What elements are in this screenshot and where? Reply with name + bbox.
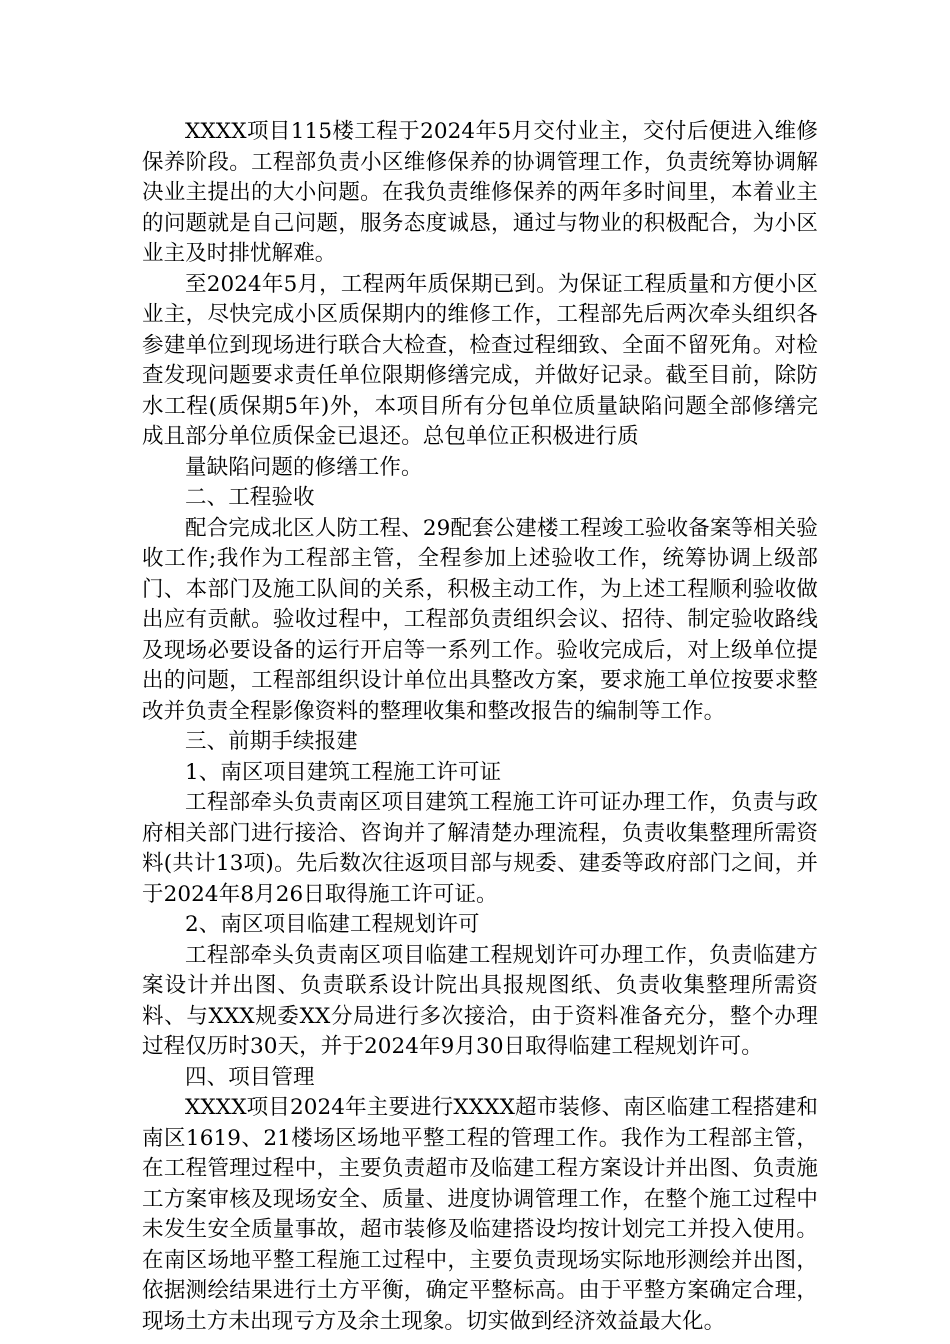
paragraph-maintenance-intro: XXXX项目115楼工程于2024年5月交付业主，交付后便进入维修保养阶段。工程部负责小区维修保养的协调管理工作，负责统筹协调解决业主提出的大小问题。在我负责维修保养的两年多时间里，本着业主的问题就是自己问题，服务态度诚恳，通过与物业的积极配合，为小区业主及时排忧解难。 bbox=[142, 119, 818, 266]
section-heading-project-management: 四、项目管理 bbox=[185, 1064, 315, 1090]
paragraph-temporary-planning-permit: 工程部牵头负责南区项目临建工程规划许可办理工作，负责临建方案设计并出图、负责联系设计院出具报规图纸、负责收集整理所需资料、与XXX规委XX分局进行多次接洽，由于资料准备充分，整个办理过程仅历时30天，并于2024年9月30日取得临建工程规划许可。 bbox=[142, 942, 818, 1059]
subheading-construction-permit: 1、南区项目建筑工程施工许可证 bbox=[185, 759, 502, 785]
section-heading-acceptance: 二、工程验收 bbox=[185, 485, 315, 510]
paragraph-acceptance: 配合完成北区人防工程、29配套公建楼工程竣工验收备案等相关验收工作;我作为工程部主管，全程参加上述验收工作，统筹协调上级部门、本部门及施工队间的关系，积极主动工作，为上述工程顺利验收做出应有贡献。验收过程中，工程部负责组织会议、招待、制定验收路线及现场必要设备的运行开启等一系列工作。验收完成后，对上级单位提出的问题，工程部组织设计单位出具整改方案，要求施工单位按要求整改并负责全程影像资料的整理收集和整改报告的编制等工作。 bbox=[142, 515, 818, 724]
subheading-temporary-planning-permit: 2、南区项目临建工程规划许可 bbox=[185, 912, 480, 937]
paragraph-warranty-inspection: 至2024年5月，工程两年质保期已到。为保证工程质量和方便小区业主，尽快完成小区质保期内的维修工作，工程部先后两次牵头组织各参建单位到现场进行联合大检查，检查过程细致、全面不留死角。对检查发现问题要求责任单位限期修缮完成，并做好记录。截至目前，除防水工程(质保期5年)外，本项目所有分包单位质量缺陷问题全部修缮完成且部分单位质保金已退还。总包单位正积极进行质 bbox=[142, 271, 818, 449]
paragraph-construction-permit: 工程部牵头负责南区项目建筑工程施工许可证办理工作，负责与政府相关部门进行接洽、咨询并了解清楚办理流程，负责收集整理所需资料(共计13项)。先后数次往返项目部与规委、建委等政府部门之间，并于2024年8月26日取得施工许可证。 bbox=[142, 790, 818, 907]
section-heading-permits: 三、前期手续报建 bbox=[185, 729, 358, 754]
document-body bbox=[142, 117, 818, 1337]
paragraph-warranty-continuation: 量缺陷问题的修缮工作。 bbox=[185, 454, 423, 480]
paragraph-project-management: XXXX项目2024年主要进行XXXX超市装修、南区临建工程搭建和南区1619、21楼场区场地平整工程的管理工作。我作为工程部主管，在工程管理过程中，主要负责超市及临建工程方案设计并出图、负责施工方案审核及现场安全、质量、进度协调管理工作，在整个施工过程中未发生安全质量事故，超市装修及临建搭设均按计划完工并投入使用。在南区场地平整工程施工过程中，主要负责现场实际地形测绘并出图，依据测绘结果进行土方平衡，确定平整标高。由于平整方案确定合理，现场土方未出现亏方及余土现象。切实做到经济效益最大化。 bbox=[142, 1095, 818, 1334]
